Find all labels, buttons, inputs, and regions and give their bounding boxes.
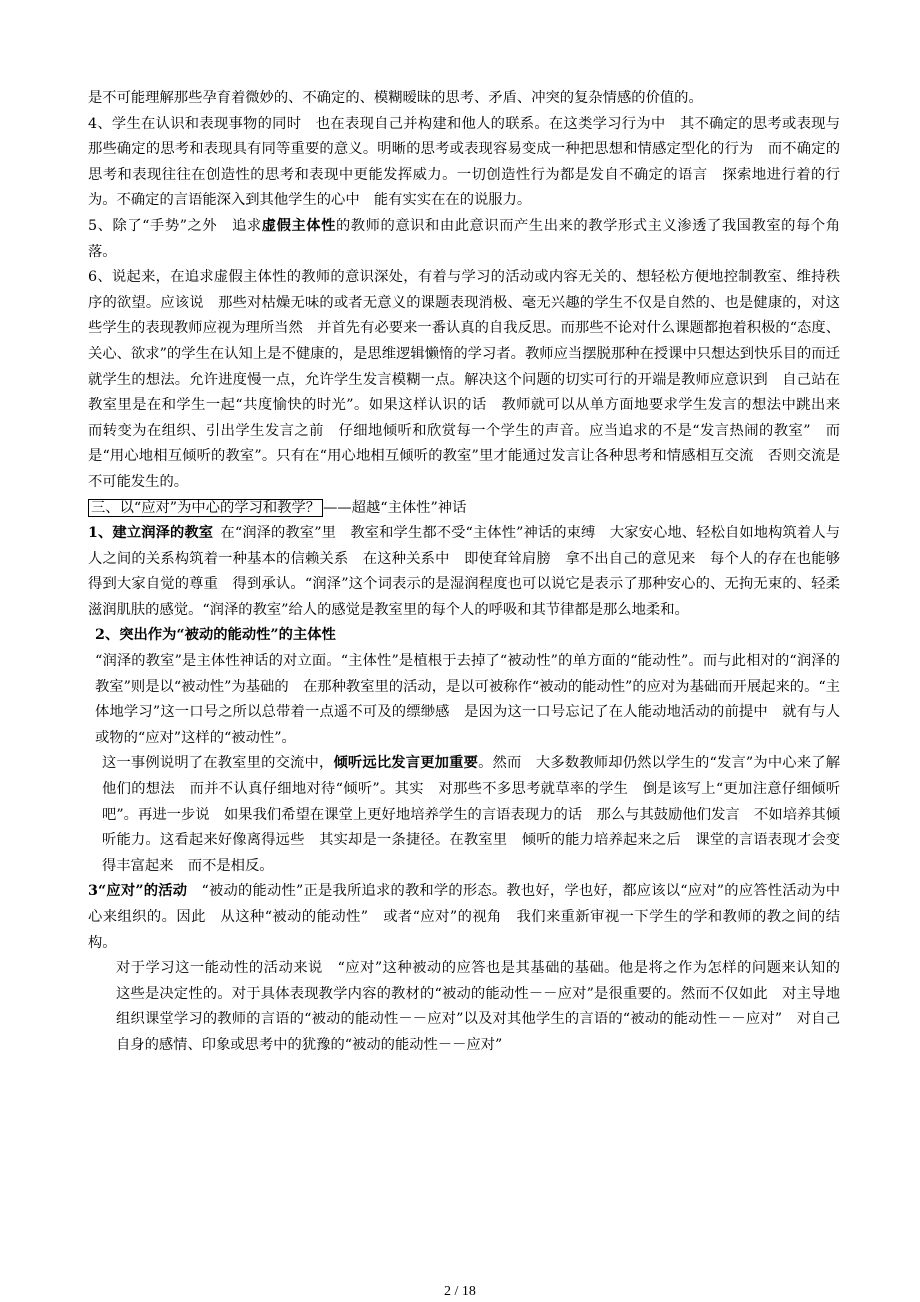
heading-subtitle: ——超越“主体性”神话 xyxy=(323,499,467,516)
document-body xyxy=(88,86,855,1059)
subsection-3-body: “被动的能动性”正是我所追求的教和学的形态。教也好，学也好，都应该以“应对”的应答性活动为中心来组织的。因此 从这种“被动的能动性” 或者“应对”的视角 我们来重新审视一下学生的学和教师的教之间的结构。 xyxy=(88,883,840,951)
paragraph-point-4: 4、学生在认识和表现事物的同时 也在表现自己并构建和他人的联系。在这类学习行为中 其不确定的思考或表现与那些确定的思考和表现具有同等重要的意义。明晰的思考或表现容易变成一种把思想和情感定型化的行为 而不确定的思考和表现往往在创造性的思考和表现中更能发挥威力。一切创造性行为都是发自不确定的语言 探索地进行着的行为。不确定的言语能深入到其他学生的心中 能有实实在在的说服力。 xyxy=(88,115,840,209)
paragraph-point-5 xyxy=(88,214,840,265)
page-number: 2 / 18 xyxy=(444,1284,476,1299)
subsection-3 xyxy=(88,879,840,956)
section-heading-3 xyxy=(88,496,840,522)
subsection-3-title: 3“应对”的活动 xyxy=(88,883,188,900)
subsection-2-title: 2、突出作为“被动的能动性”的主体性 xyxy=(95,627,336,644)
subsection-1-body: 在“润泽的教室”里 教室和学生都不受“主体性”神话的束缚 大家安心地、轻松自如地构筑着人与人之间的关系构筑着一种基本的信赖关系 在这种关系中 即使耷耸肩膀 拿不出自己的意见来 每个人的存在也能够得到大家自觉的尊重 得到承认。“润泽”这个词表示的是湿润程度也可以说它是表示了那种安心的、无拘无束的、轻柔滋润肌肤的感觉。“润泽的教室”给人的感觉是教室里的每个人的呼吸和其节律都是那么地柔和。 xyxy=(88,525,841,618)
subsection-1-title: 1、建立润泽的教室 xyxy=(88,525,214,542)
paragraph-point-6: 6、说起来，在追求虚假主体性的教师的意识深处，有着与学习的活动或内容无关的、想轻松方便地控制教室、维持秩序的欲望。应该说 那些对枯燥无味的或者无意义的课题表现消极、毫无兴趣的学生不仅是自然的、也是健康的，对这些学生的表现教师应视为理所当然 并首先有必要来一番认真的自我反思。而那些不论对什么课题都抱着积极的“态度、关心、欲求”的学生在认知上是不健康的，是思维逻辑懒惰的学习者。教师应当摆脱那种在授课中只想达到快乐目的而迁就学生的想法。允许进度慢一点，允许学生发言模糊一点。解决这个问题的切实可行的开端是教师应意识到 自己站在教室里是在和学生一起“共度愉快的时光”。如果这样认识的话 教师就可以从单方面地要求学生发言的想法中跳出来 而转变为在组织、引出学生发言之前 仔细地倾听和欣赏每一个学生的声音。应当追求的不是“发言热闹的教室” 而是“用心地相互倾听的教室”。只有在“用心地相互倾听的教室”里才能通过发言让各种思考和情感相互交流 否则交流是不可能发生的。 xyxy=(88,269,855,490)
subsection-2-paragraph-1: “润泽的教室”是主体性神话的对立面。“主体性”是植根于去掉了“被动性”的单方面的“能动性”。而与此相对的“润泽的教室”则是以“被动性”为基础的 在那种教室里的活动，是以可被称作“被动的能动性”的应对为基础而开展起来的。“主体地学习”这一口号之所以总带着一点遥不可及的缥缈感 是因为这一口号忘记了在人能动地活动的前提中 就有与人或物的“应对”这样的“被动性”。 xyxy=(95,653,840,746)
subsection-1 xyxy=(88,521,840,623)
text-run: 这一事例说明了在教室里的交流中， xyxy=(102,755,334,772)
text-run: 的教师的意识和由此意识而产生出来的教学形式主义渗透了我国教室的每个角落。 xyxy=(88,217,841,260)
subsection-2-paragraph-2 xyxy=(88,751,840,879)
heading-boxed-text: 三、以“应对”为中心的学习和教学？ xyxy=(88,499,323,517)
paragraph-1: 是不可能理解那些孕育着微妙的、不确定的、模糊暧昧的思考、矛盾、冲突的复杂情感的价值的。 xyxy=(88,90,703,106)
bold-term: 虚假主体性 xyxy=(261,217,336,234)
bold-phrase: 倾听远比发言更加重要 xyxy=(333,755,479,772)
text-run: 。然而 大多数教师却仍然以学生的“发言”为中心来了解他们的想法 而并不认真仔细地对待“倾听”。其实 对那些不多思考就草率的学生 倒是该写上“更加注意仔细倾听吧”。再进一步说 如果我们希望在课堂上更好地培养学生的言语表现力的话 那么与其鼓励他们发言 不如培养其倾听能力。这看起来好像离得远些 其实却是一条捷径。在教室里 倾听的能力培养起来之后 课堂的言语表现才会变得丰富起来 而不是相反。 xyxy=(102,755,841,874)
text-run: 5、除了“手势”之外 追求 xyxy=(88,217,262,234)
subsection-3-paragraph-2: 对于学习这一能动性的活动来说 “应对”这种被动的应答也是其基础的基础。他是将之作为怎样的问题来认知的 这些是决定性的。对于具体表现教学内容的教材的“被动的能动性－－应对”是很重要的。然而不仅如此 对主导地组织课堂学习的教师的言语的“被动的能动性－－应对”以及对其他学生的言语的“被动的能动性－－应对” 对自己自身的感情、印象或思考中的犹豫的“被动的能动性－－应对” xyxy=(116,960,855,1053)
